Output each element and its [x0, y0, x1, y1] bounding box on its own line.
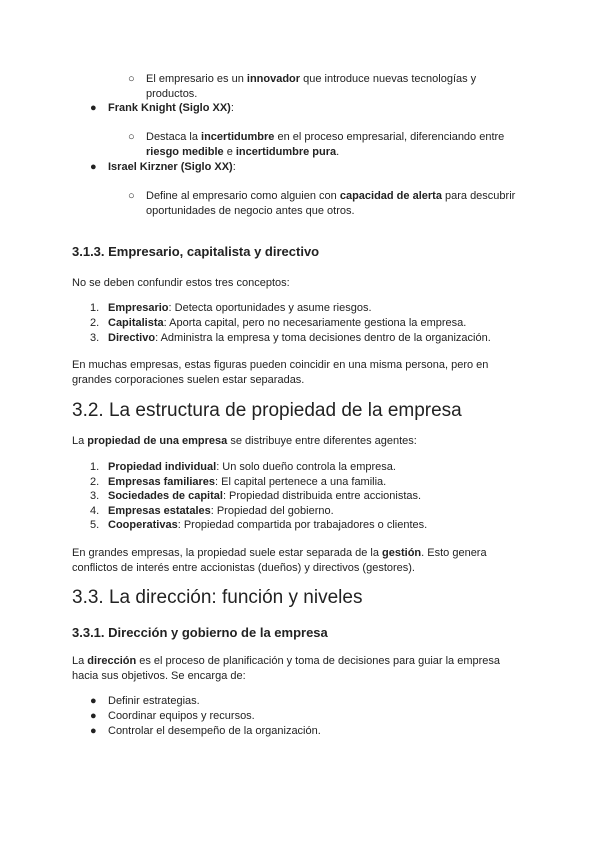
list-number: 3.: [90, 490, 100, 502]
list-item: Cooperativas: Propiedad compartida por trabajadores o clientes.: [108, 519, 428, 531]
hollow-bullet-icon: ○: [128, 190, 135, 202]
filled-bullet-icon: ●: [90, 102, 97, 114]
s32-intro: La propiedad de una empresa se distribuye entre diferentes agentes:: [72, 435, 417, 447]
filled-bullet-icon: ●: [90, 161, 97, 173]
list-number: 1.: [90, 302, 100, 314]
section-heading-3-1-3: 3.1.3. Empresario, capitalista y directivo: [72, 244, 320, 259]
section-heading-3-3: 3.3. La dirección: función y niveles: [72, 587, 363, 608]
list-item: Definir estrategias.: [108, 695, 200, 707]
hollow-bullet-icon: ○: [128, 131, 135, 143]
list-item: Propiedad individual: Un solo dueño controla la empresa.: [108, 461, 396, 473]
knight-point: Destaca la incertidumbre en el proceso empresarial, diferenciando entre riesgo medible e incertidumbre pura.: [146, 131, 505, 158]
list-item: Capitalista: Aporta capital, pero no necesariamente gestiona la empresa.: [108, 317, 467, 329]
author-knight: Frank Knight (Siglo XX):: [108, 102, 234, 114]
list-number: 2.: [90, 317, 100, 329]
filled-bullet-icon: ●: [90, 710, 97, 722]
list-item: Directivo: Administra la empresa y toma decisiones dentro de la organización.: [108, 332, 491, 344]
list-item: Coordinar equipos y recursos.: [108, 710, 255, 722]
schumpeter-point: El empresario es un innovador que introduce nuevas tecnologías y productos.: [146, 73, 477, 100]
s32-outro: En grandes empresas, la propiedad suele estar separada de la gestión. Esto genera conflictos de interés entre accionistas (dueños) y directivos (gestores).: [72, 547, 487, 574]
list-number: 1.: [90, 461, 100, 473]
list-number: 5.: [90, 519, 100, 531]
list-item: Empresas estatales: Propiedad del gobierno.: [108, 505, 334, 517]
list-item: Empresas familiares: El capital pertenece a una familia.: [108, 476, 387, 488]
list-item: Controlar el desempeño de la organización.: [108, 725, 321, 737]
author-kirzner: Israel Kirzner (Siglo XX):: [108, 161, 236, 173]
s33-intro: La dirección es el proceso de planificación y toma de decisiones para guiar la empresa hacia sus objetivos. Se encarga de:: [72, 655, 501, 682]
list-number: 2.: [90, 476, 100, 488]
filled-bullet-icon: ●: [90, 725, 97, 737]
s313-outro: En muchas empresas, estas figuras pueden coincidir en una misma persona, pero en grandes corporaciones suelen estar separadas.: [72, 359, 489, 386]
section-heading-3-3-1: 3.3.1. Dirección y gobierno de la empresa: [72, 625, 328, 640]
section-heading-3-2: 3.2. La estructura de propiedad de la empresa: [72, 400, 462, 421]
list-number: 3.: [90, 332, 100, 344]
s313-intro: No se deben confundir estos tres conceptos:: [72, 277, 290, 289]
filled-bullet-icon: ●: [90, 695, 97, 707]
list-number: 4.: [90, 505, 100, 517]
list-item: Sociedades de capital: Propiedad distribuida entre accionistas.: [108, 490, 422, 502]
list-item: Empresario: Detecta oportunidades y asume riesgos.: [108, 302, 372, 314]
kirzner-point: Define al empresario como alguien con capacidad de alerta para descubrir oportunidades de negocio antes que otros.: [146, 190, 516, 217]
hollow-bullet-icon: ○: [128, 73, 135, 85]
